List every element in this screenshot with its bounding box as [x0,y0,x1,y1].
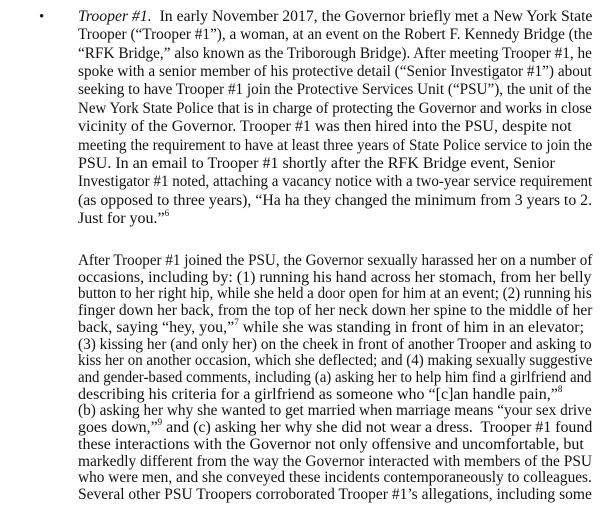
paragraph1-lead-heading: Trooper #1. [78,8,152,25]
paragraph1-line-12 [78,207,170,228]
bullet-marker: • [39,9,45,25]
footnote-ref-7: 7 [234,316,239,327]
footnote-ref-9: 9 [157,416,163,427]
paragraph1-line-4: spoke with a senior member of his protective detail (“Senior Investigator #1”) about [78,63,592,80]
paragraph1-line-8: meeting the requirement to have at least three years of State Police service to join the [78,137,593,154]
paragraph2-line-9-text: describing his criteria for a girlfriend as someone who “[c]an handle pain,” [78,386,558,403]
paragraph1-line-5: seeking to have Trooper #1 join the Protective Services Unit (“PSU”), the unit of the [78,81,592,98]
paragraph2-line-5-before: back, saying “hey, you,” [78,319,235,336]
paragraph2-line-14: who were men, and she conveyed these incidents contemporaneously to colleagues. [78,469,592,486]
paragraph1-line-1-text: In early November 2017, the Governor briefly met a New York State [151,8,593,25]
paragraph1-line-2: Trooper (“Trooper #1”), a woman, at an event on the Robert F. Kennedy Bridge (the [78,26,593,43]
paragraph1-line-7: vicinity of the Governor. Trooper #1 was then hired into the PSU, despite not [78,118,572,135]
paragraph2-line-11 [78,416,593,437]
paragraph1-line-11: (as opposed to three years), “Ha ha they changed the minimum from 3 years to 2. [78,192,593,209]
footnote-ref-8: 8 [557,383,563,394]
paragraph2-line-4: finger down her back, from the top of her neck down her spine to the middle of her [78,302,593,319]
paragraph1-line-6: New York State Police that is in charge of protecting the Governor and works in close [78,100,592,117]
paragraph2-line-10: (b) asking her why she wanted to get married when marriage means “your sex drive [78,402,592,419]
paragraph1-line-1 [78,8,592,26]
paragraph2-line-11-before: goes down,” [78,419,158,436]
paragraph2-line-11-after: and (c) asking her why she did not wear a dress. Trooper #1 found [162,419,593,436]
paragraph2-line-13: markedly different from the way the Governor interacted with members of the PSU [78,453,593,470]
paragraph2-line-5-after: while she was standing in front of him in an elevator; [238,319,585,336]
paragraph1-line-3: “RFK Bridge,” also known as the Triborough Bridge). After meeting Trooper #1, he [78,45,592,62]
paragraph2-line-12: these interactions with the Governor not only offensive and uncomfortable, but [78,436,584,453]
paragraph1-line-9: PSU. In an email to Trooper #1 shortly after the RFK Bridge event, Senior [78,155,555,172]
footnote-ref-6: 6 [164,207,170,218]
paragraph2-line-6: (3) kissing her (and only her) on the cheek in front of another Trooper and asking to [78,336,592,353]
paragraph1-line-10: Investigator #1 noted, attaching a vacancy notice with a two-year service requirement [78,173,593,190]
paragraph2-line-2: occasions, including by: (1) running his hand across her stomach, from her belly [78,269,592,286]
paragraph2-line-5 [78,316,585,337]
paragraph2-line-3: button to her right hip, while she held a door open for him at an event; (2) running his [78,285,592,302]
paragraph2-line-8: and gender-based comments, including (a) asking her to help him find a girlfriend and [78,369,592,386]
paragraph2-line-1: After Trooper #1 joined the PSU, the Governor sexually harassed her on a number of [78,252,593,269]
paragraph2-line-15: Several other PSU Troopers corroborated Trooper #1’s allegations, including some [78,486,592,503]
paragraph1-last-line-text: Just for you.” [78,210,165,227]
paragraph2-line-7: kiss her on another occasion, which she deflected; and (4) making sexually suggestive [78,352,593,369]
